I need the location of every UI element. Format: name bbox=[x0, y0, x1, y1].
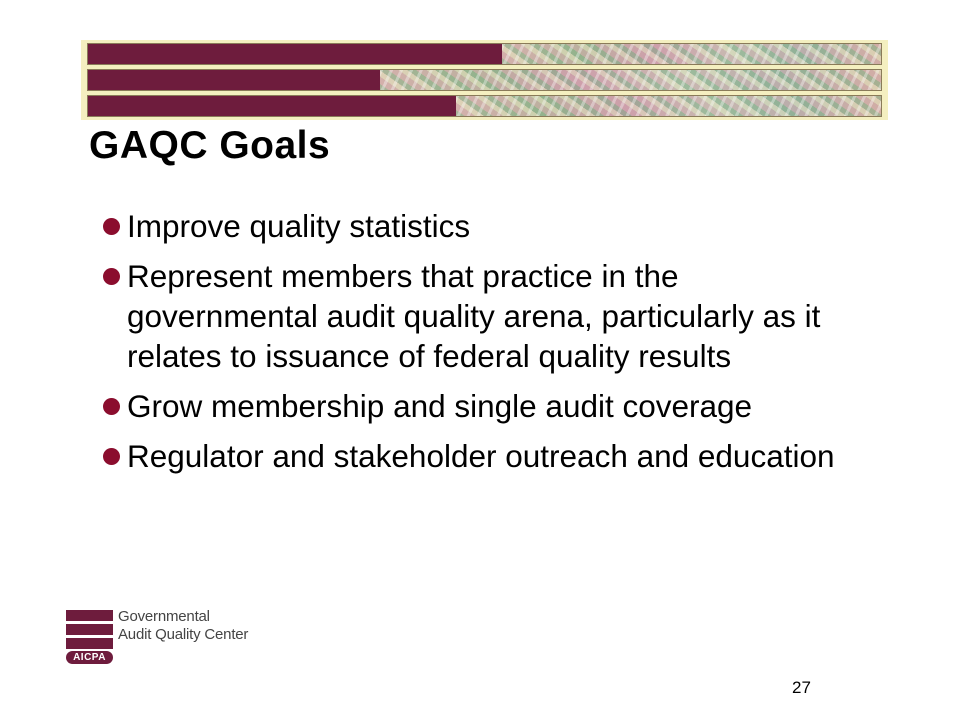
banner-stripe-top bbox=[87, 43, 882, 65]
page-number: 27 bbox=[792, 678, 811, 697]
logo-text-line1: Governmental bbox=[118, 608, 210, 625]
bullet-item bbox=[102, 206, 872, 246]
banner-stripe-image bbox=[456, 96, 881, 116]
slide-title: GAQC Goals bbox=[89, 124, 331, 167]
gaqc-logo bbox=[66, 606, 256, 666]
banner-stripe-middle bbox=[87, 69, 882, 91]
banner-stripe-image bbox=[502, 44, 881, 64]
bullet-list bbox=[102, 206, 872, 486]
banner-stripe-maroon bbox=[88, 70, 380, 90]
bullet-text: Regulator and stakeholder outreach and education bbox=[127, 438, 835, 474]
banner-stripe-image bbox=[380, 70, 881, 90]
banner-stripe-maroon bbox=[88, 44, 502, 64]
banner-stripe-bottom bbox=[87, 95, 882, 117]
logo-text-line2: Audit Quality Center bbox=[118, 626, 249, 643]
bullet-item bbox=[102, 436, 872, 476]
aicpa-badge: AICPA bbox=[66, 651, 113, 664]
bullet-text: Improve quality statistics bbox=[127, 208, 471, 244]
bullet-item bbox=[102, 256, 872, 376]
logo-stripe bbox=[66, 624, 113, 635]
bullet-dot-icon bbox=[103, 448, 120, 465]
logo-stripe bbox=[66, 610, 113, 621]
logo-stripe bbox=[66, 638, 113, 649]
bullet-dot-icon bbox=[103, 268, 120, 285]
bullet-text: Represent members that practice in the governmental audit quality arena, particularly as it relates to issuance of federal quality results bbox=[127, 258, 821, 374]
bullet-dot-icon bbox=[103, 218, 120, 235]
header-banner bbox=[81, 40, 888, 120]
bullet-text: Grow membership and single audit coverage bbox=[127, 388, 753, 424]
bullet-dot-icon bbox=[103, 398, 120, 415]
bullet-item bbox=[102, 386, 872, 426]
banner-stripe-maroon bbox=[88, 96, 456, 116]
